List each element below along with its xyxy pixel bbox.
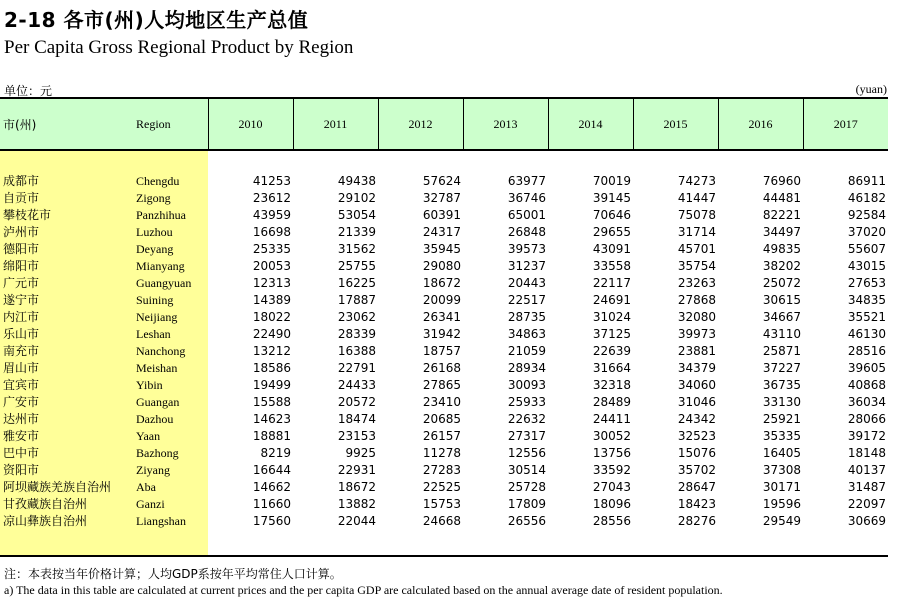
value-cell: 22044 [337,514,376,528]
value-cell: 15753 [422,497,461,511]
region-name-en: Neijiang [134,309,208,326]
value-cell: 65001 [507,208,546,222]
page-title-en: Per Capita Gross Regional Product by Region [4,37,354,58]
value-cell: 19499 [252,378,291,392]
value-cell: 9925 [345,446,376,460]
table-row [0,394,888,411]
table-row [0,343,888,360]
region-name-cn: 乐山市 [0,326,134,343]
table-row [0,173,888,190]
region-name-cn: 凉山彝族自治州 [0,513,134,530]
value-cell: 27317 [507,429,546,443]
value-cell: 17809 [507,497,546,511]
value-cell: 37227 [762,361,801,375]
value-cell: 31024 [592,310,631,324]
value-cell: 40868 [847,378,886,392]
region-name-cn: 泸州市 [0,224,134,241]
region-name-en: Guangyuan [134,275,208,292]
region-cell [134,150,208,173]
region-name-en: Yibin [134,377,208,394]
value-cell: 29080 [422,259,461,273]
value-cell: 11660 [252,497,291,511]
value-cell: 74273 [677,174,716,188]
value-cell: 13882 [337,497,376,511]
value-cell: 18474 [337,412,376,426]
value-cell: 30514 [507,463,546,477]
region-name-en: Dazhou [134,411,208,428]
value-cell: 20685 [422,412,461,426]
value-cell: 26157 [422,429,461,443]
value-cell: 28339 [337,327,376,341]
region-name-cn: 攀枝花市 [0,207,134,224]
value-cell: 30052 [592,429,631,443]
region-name-cn: 巴中市 [0,445,134,462]
region-name-en: Nanchong [134,343,208,360]
value-cell: 32787 [422,191,461,205]
value-cell: 8219 [260,446,291,460]
value-cell: 23062 [337,310,376,324]
value-cell: 16225 [337,276,376,290]
region-name-en: Zigong [134,190,208,207]
value-cell: 29655 [592,225,631,239]
value-cell: 16698 [252,225,291,239]
value-cell: 28489 [592,395,631,409]
value-cell: 31714 [677,225,716,239]
value-cell: 20572 [337,395,376,409]
value-cell: 21059 [507,344,546,358]
value-cell: 23410 [422,395,461,409]
column-header-year: 2016 [718,98,803,150]
value-cell: 37308 [762,463,801,477]
value-cell: 34497 [762,225,801,239]
value-cell: 23263 [677,276,716,290]
value-cell: 22791 [337,361,376,375]
value-cell: 75078 [677,208,716,222]
value-cell: 43959 [252,208,291,222]
value-cell: 23153 [337,429,376,443]
value-cell: 18586 [252,361,291,375]
value-cell: 30669 [847,514,886,528]
column-header-year: 2014 [548,98,633,150]
column-header-year: 2017 [803,98,888,150]
value-cell: 43091 [592,242,631,256]
value-cell: 22517 [507,293,546,307]
column-header-name: 市(州) [0,98,134,150]
value-cell: 18096 [592,497,631,511]
value-cell: 12313 [252,276,291,290]
value-cell: 23612 [252,191,291,205]
value-cell: 29549 [762,514,801,528]
value-cell: 36746 [507,191,546,205]
value-cell: 34060 [677,378,716,392]
table-row [0,411,888,428]
value-cell: 20053 [252,259,291,273]
value-cell: 34835 [847,293,886,307]
value-cell: 53054 [337,208,376,222]
region-name-cn: 宜宾市 [0,377,134,394]
value-cell: 20099 [422,293,461,307]
value-cell: 39973 [677,327,716,341]
value-cell: 13756 [592,446,631,460]
region-name-cn: 达州市 [0,411,134,428]
region-name-en: Liangshan [134,513,208,530]
value-cell: 70019 [592,174,631,188]
region-name-en: Luzhou [134,224,208,241]
column-header-region: Region [134,98,208,150]
value-cell: 27283 [422,463,461,477]
table-row [0,479,888,496]
value-cell: 23881 [677,344,716,358]
value-cell: 16388 [337,344,376,358]
value-cell: 18672 [422,276,461,290]
value-cell: 76960 [762,174,801,188]
value-cell: 60391 [422,208,461,222]
value-cell: 30615 [762,293,801,307]
value-cell: 22639 [592,344,631,358]
unit-label-cn: 单位：元 [4,84,53,98]
column-header-year: 2013 [463,98,548,150]
value-cell: 30093 [507,378,546,392]
gdp-per-capita-table [0,97,888,557]
value-cell: 18881 [252,429,291,443]
value-cell: 21339 [337,225,376,239]
value-cell: 46130 [847,327,886,341]
column-header-year: 2011 [293,98,378,150]
value-cell: 24342 [677,412,716,426]
table-row [0,190,888,207]
value-cell: 30171 [762,480,801,494]
value-cell: 25335 [252,242,291,256]
table-row [0,360,888,377]
region-name-cn: 资阳市 [0,462,134,479]
value-cell: 34863 [507,327,546,341]
value-cell: 25072 [762,276,801,290]
column-header-year: 2012 [378,98,463,150]
value-cell: 33592 [592,463,631,477]
value-cell: 55607 [847,242,886,256]
value-cell: 34667 [762,310,801,324]
value-cell: 49835 [762,242,801,256]
table-row [0,292,888,309]
unit-label-en: (yuan) [855,82,887,96]
footnote-cn: 注：本表按当年价格计算；人均GDP系按年平均常住人口计算。 [4,567,342,581]
value-cell: 31664 [592,361,631,375]
value-cell: 32318 [592,378,631,392]
value-cell: 41447 [677,191,716,205]
value-cell: 39172 [847,429,886,443]
value-cell: 16405 [762,446,801,460]
region-name-cn: 南充市 [0,343,134,360]
value-cell: 14662 [252,480,291,494]
value-cell: 22097 [847,497,886,511]
value-cell: 18672 [337,480,376,494]
value-cell: 28066 [847,412,886,426]
value-cell: 31562 [337,242,376,256]
value-cell: 28735 [507,310,546,324]
value-cell: 46182 [847,191,886,205]
region-name-en: Aba [134,479,208,496]
value-cell: 39145 [592,191,631,205]
value-cell: 15588 [252,395,291,409]
value-cell: 34379 [677,361,716,375]
value-cell: 36735 [762,378,801,392]
value-cell: 15076 [677,446,716,460]
value-cell: 35521 [847,310,886,324]
region-name-en: Mianyang [134,258,208,275]
region-name-cn: 甘孜藏族自治州 [0,496,134,513]
region-cell [134,530,208,556]
value-cell: 22490 [252,327,291,341]
value-cell: 24433 [337,378,376,392]
value-cell: 24691 [592,293,631,307]
value-cell: 63977 [507,174,546,188]
value-cell: 17560 [252,514,291,528]
column-header-year: 2015 [633,98,718,150]
table-row [0,428,888,445]
value-cell: 27043 [592,480,631,494]
region-name-en: Panzhihua [134,207,208,224]
region-name-cn: 绵阳市 [0,258,134,275]
value-cell: 82221 [762,208,801,222]
value-cell: 86911 [847,174,886,188]
table-row [0,241,888,258]
region-name-en: Deyang [134,241,208,258]
value-cell: 35945 [422,242,461,256]
table-row [0,462,888,479]
value-cell: 24411 [592,412,631,426]
value-cell: 28556 [592,514,631,528]
region-name-en: Leshan [134,326,208,343]
value-cell: 36034 [847,395,886,409]
value-cell: 33558 [592,259,631,273]
region-name-cn: 自贡市 [0,190,134,207]
table-row [0,445,888,462]
table-end-row [0,530,888,556]
value-cell: 31237 [507,259,546,273]
value-cell: 44481 [762,191,801,205]
value-cell: 26168 [422,361,461,375]
value-cell: 22525 [422,480,461,494]
value-cell: 38202 [762,259,801,273]
region-name-cn: 雅安市 [0,428,134,445]
value-cell: 92584 [847,208,886,222]
value-cell: 49438 [337,174,376,188]
value-cell: 18423 [677,497,716,511]
table-row [0,207,888,224]
region-name-cn: 内江市 [0,309,134,326]
value-cell: 25933 [507,395,546,409]
value-cell: 19596 [762,497,801,511]
region-name-en: Ganzi [134,496,208,513]
region-name-en: Suining [134,292,208,309]
value-cell: 31487 [847,480,886,494]
page-title-cn: 2-18 各市(州)人均地区生产总值 [4,8,309,32]
table-row [0,224,888,241]
value-cell: 28276 [677,514,716,528]
value-cell: 28647 [677,480,716,494]
name-cell [0,530,134,556]
value-cell: 18757 [422,344,461,358]
value-cell: 33130 [762,395,801,409]
value-cell: 35335 [762,429,801,443]
value-cell: 43015 [847,259,886,273]
value-cell: 13212 [252,344,291,358]
table-row [0,309,888,326]
region-name-en: Guangan [134,394,208,411]
value-cell: 45701 [677,242,716,256]
value-cell: 28516 [847,344,886,358]
value-cell: 26341 [422,310,461,324]
value-cell: 25728 [507,480,546,494]
value-cell: 26848 [507,225,546,239]
table-row [0,513,888,530]
table-row [0,326,888,343]
value-cell: 12556 [507,446,546,460]
table-header-row [0,98,888,150]
region-name-cn: 广安市 [0,394,134,411]
value-cell: 14623 [252,412,291,426]
column-header-year: 2010 [208,98,293,150]
value-cell: 39573 [507,242,546,256]
value-cell: 24668 [422,514,461,528]
region-name-en: Bazhong [134,445,208,462]
value-cell: 18148 [847,446,886,460]
value-cell: 11278 [422,446,461,460]
value-cell: 27868 [677,293,716,307]
value-cell: 41253 [252,174,291,188]
table-spacer-row [0,150,888,173]
value-cell: 32523 [677,429,716,443]
value-cell: 22931 [337,463,376,477]
table-row [0,258,888,275]
value-cell: 40137 [847,463,886,477]
value-cell: 26556 [507,514,546,528]
name-cell [0,150,134,173]
region-name-cn: 阿坝藏族羌族自治州 [0,479,134,496]
value-cell: 35754 [677,259,716,273]
value-cell: 17887 [337,293,376,307]
value-cell: 39605 [847,361,886,375]
value-cell: 27865 [422,378,461,392]
value-cell: 20443 [507,276,546,290]
value-cell: 70646 [592,208,631,222]
value-cell: 57624 [422,174,461,188]
value-cell: 28934 [507,361,546,375]
value-cell: 31942 [422,327,461,341]
region-name-cn: 遂宁市 [0,292,134,309]
value-cell: 18022 [252,310,291,324]
table-row [0,275,888,292]
value-cell: 25871 [762,344,801,358]
value-cell: 37125 [592,327,631,341]
region-name-en: Yaan [134,428,208,445]
region-name-en: Meishan [134,360,208,377]
value-cell: 16644 [252,463,291,477]
value-cell: 22632 [507,412,546,426]
value-cell: 14389 [252,293,291,307]
value-cell: 25921 [762,412,801,426]
value-cell: 29102 [337,191,376,205]
region-name-cn: 广元市 [0,275,134,292]
value-cell: 43110 [762,327,801,341]
value-cell: 24317 [422,225,461,239]
value-cell: 27653 [847,276,886,290]
value-cell: 35702 [677,463,716,477]
value-cell: 37020 [847,225,886,239]
value-cell: 31046 [677,395,716,409]
value-cell: 22117 [592,276,631,290]
region-name-cn: 眉山市 [0,360,134,377]
region-name-en: Ziyang [134,462,208,479]
footnote-en: a) The data in this table are calculated at current prices and the per capita GDP are calculated based on the annual average date of resident population. [4,583,723,597]
region-name-en: Chengdu [134,173,208,190]
table-row [0,377,888,394]
value-cell: 25755 [337,259,376,273]
region-name-cn: 德阳市 [0,241,134,258]
value-cell: 32080 [677,310,716,324]
region-name-cn: 成都市 [0,173,134,190]
table-row [0,496,888,513]
